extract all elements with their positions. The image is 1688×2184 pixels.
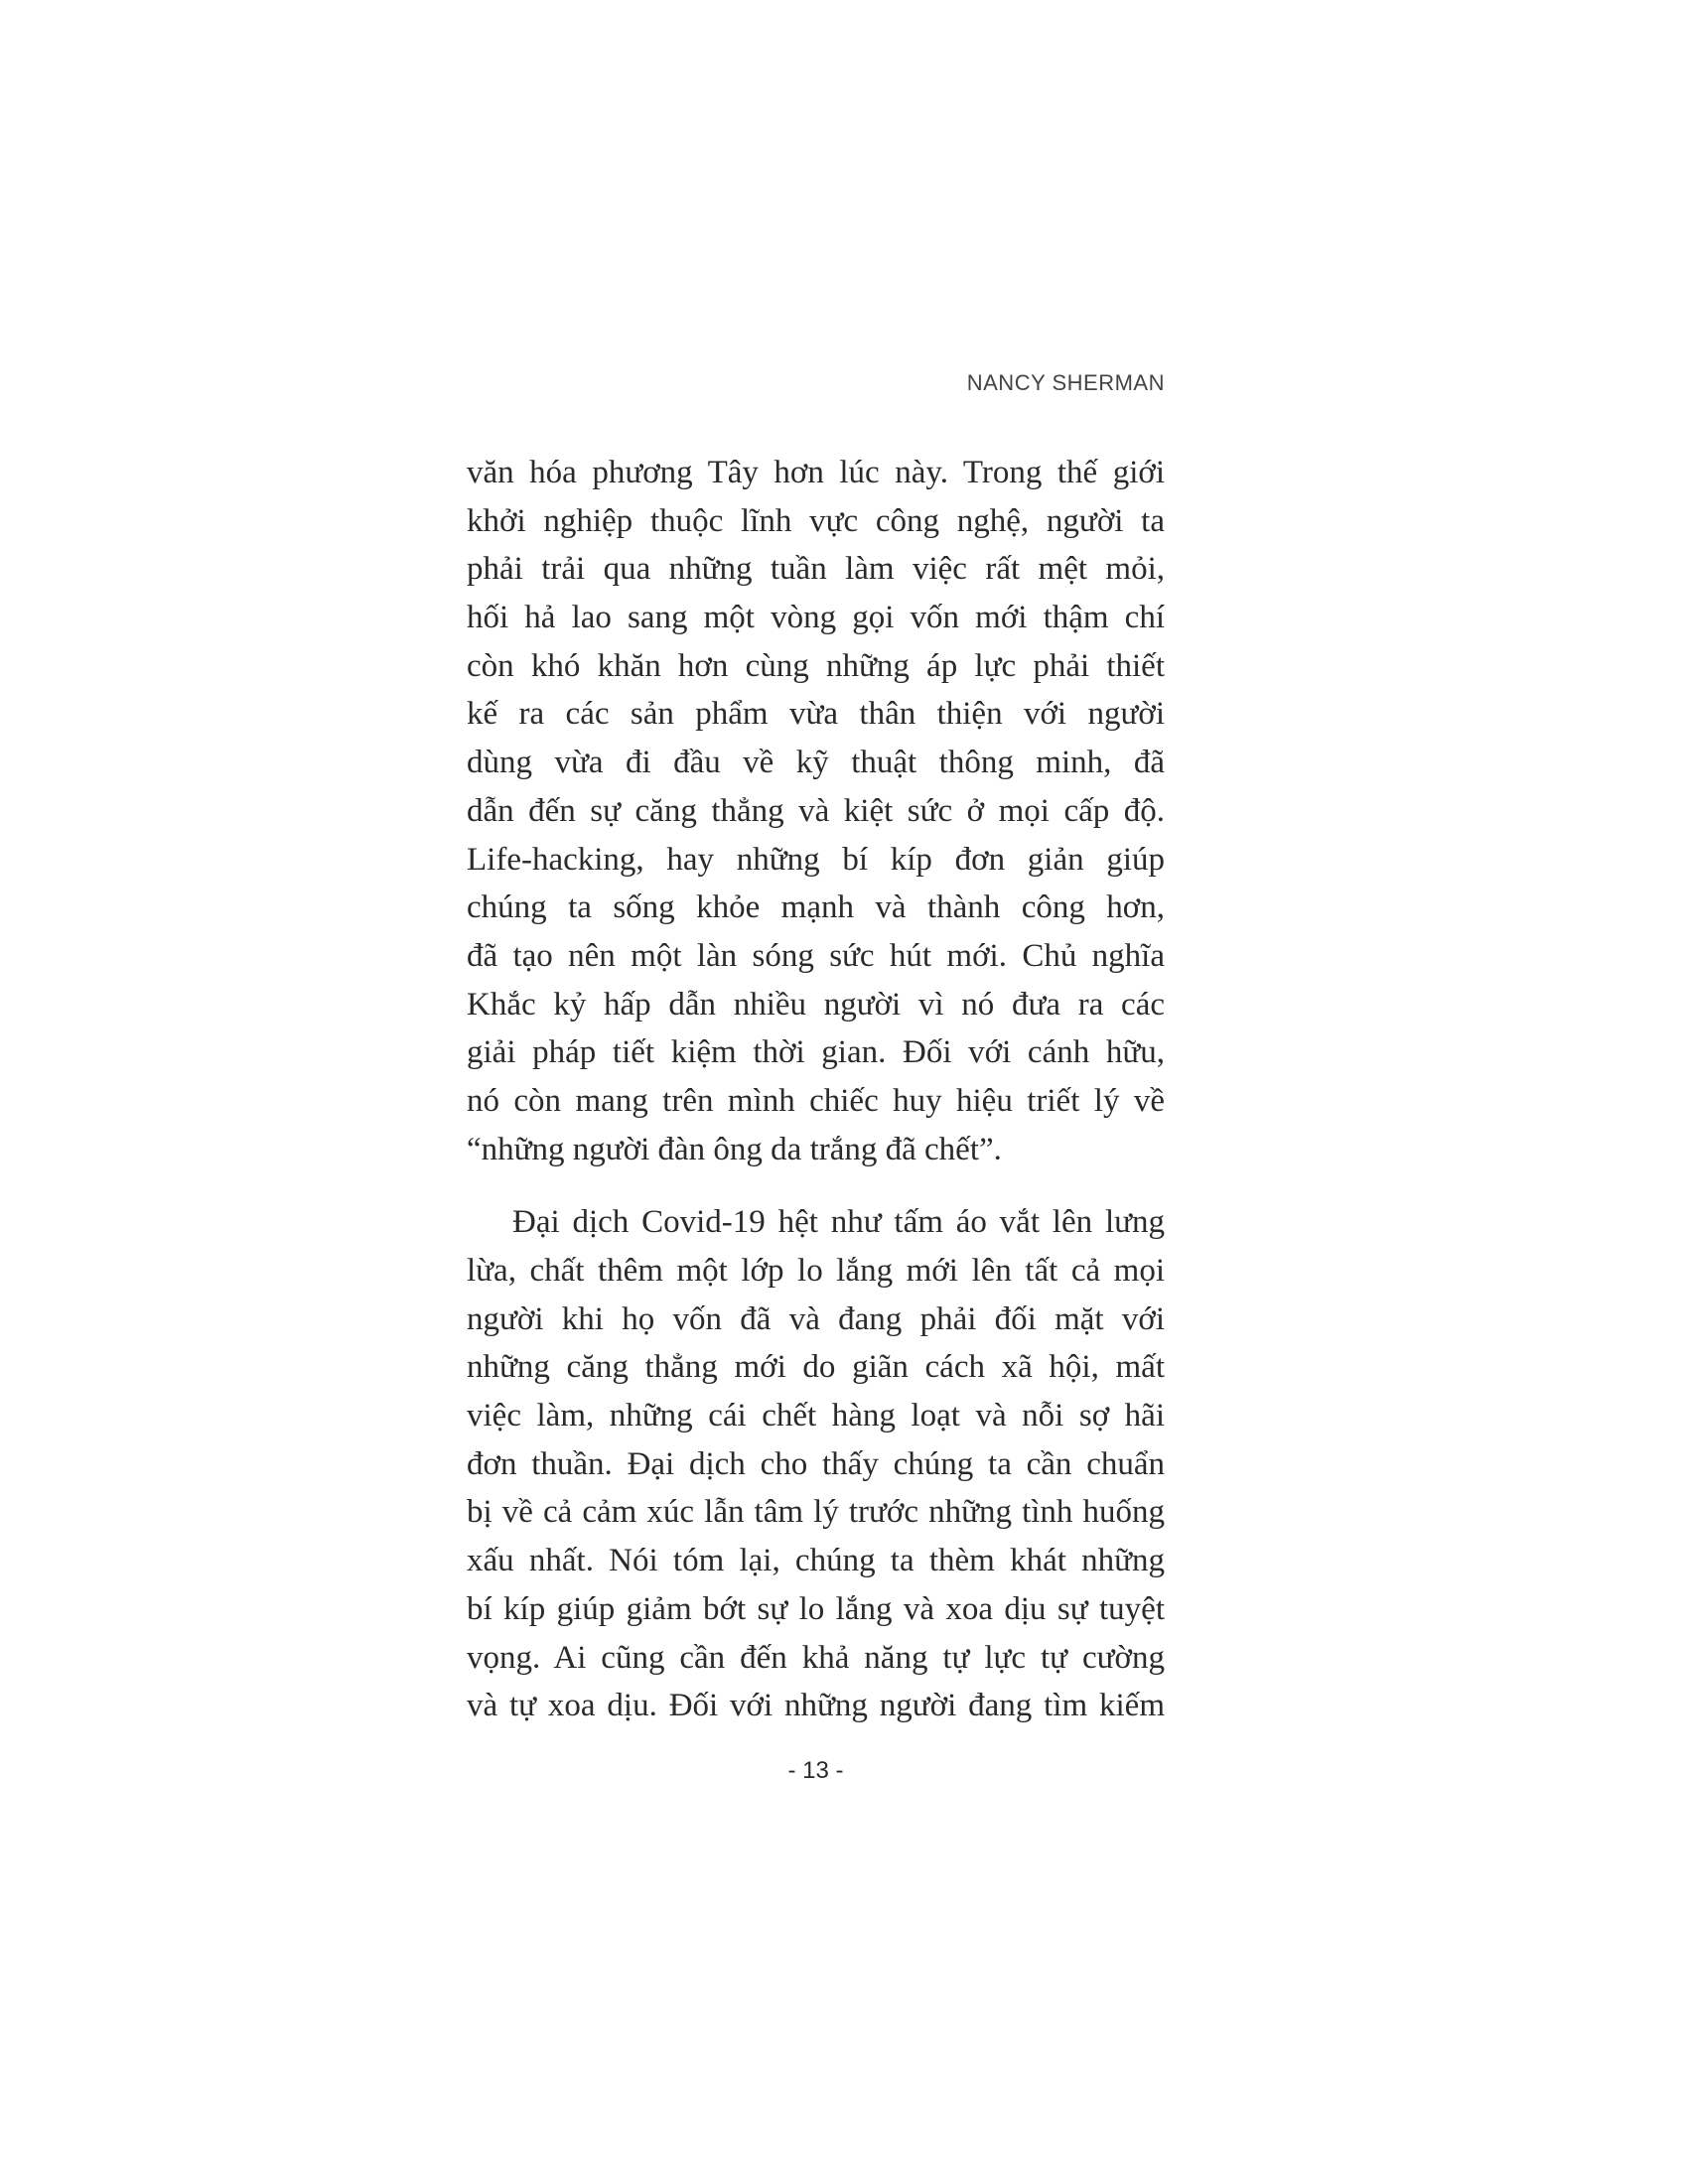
- body-text: [467, 449, 1165, 1730]
- paragraph-2: [467, 1198, 1165, 1730]
- text-line: những căng thẳng mới do giãn cách xã hội, mất: [467, 1349, 1165, 1386]
- text-line: và tự xoa dịu. Đối với những người đang tìm kiếm: [467, 1688, 1165, 1724]
- text-line: hối hả lao sang một vòng gọi vốn mới thậm chí: [467, 600, 1165, 636]
- text-line: vọng. Ai cũng cần đến khả năng tự lực tự cường: [467, 1639, 1165, 1676]
- text-line: dùng vừa đi đầu về kỹ thuật thông minh, đã: [467, 745, 1165, 781]
- text-line: khởi nghiệp thuộc lĩnh vực công nghệ, người ta: [467, 502, 1165, 539]
- text-line: Life-hacking, hay những bí kíp đơn giản giúp: [467, 841, 1165, 878]
- text-line: việc làm, những cái chết hàng loạt và nỗi sợ hãi: [467, 1398, 1165, 1434]
- text-line: “những người đàn ông da trắng đã chết”.: [467, 1131, 1002, 1167]
- running-header-author: NANCY SHERMAN: [966, 370, 1165, 395]
- text-line: kế ra các sản phẩm vừa thân thiện với người: [467, 696, 1165, 733]
- text-line: bị về cả cảm xúc lẫn tâm lý trước những tình huống: [467, 1494, 1165, 1531]
- text-line: dẫn đến sự căng thẳng và kiệt sức ở mọi cấp độ.: [467, 792, 1165, 829]
- text-line: đã tạo nên một làn sóng sức hút mới. Chủ nghĩa: [467, 937, 1165, 974]
- text-line: chúng ta sống khỏe mạnh và thành công hơn,: [467, 889, 1165, 926]
- text-line: phải trải qua những tuần làm việc rất mệt mỏi,: [467, 551, 1165, 588]
- text-line: Khắc kỷ hấp dẫn nhiều người vì nó đưa ra các: [467, 986, 1165, 1023]
- text-line: văn hóa phương Tây hơn lúc này. Trong thế giới: [467, 455, 1165, 490]
- paragraph-gap: [467, 1173, 1165, 1198]
- paragraph-1: [467, 449, 1165, 1173]
- text-line: lừa, chất thêm một lớp lo lắng mới lên tất cả mọi: [467, 1253, 1165, 1289]
- text-line: người khi họ vốn đã và đang phải đối mặt với: [467, 1300, 1165, 1337]
- page-number: - 13 -: [787, 1757, 844, 1784]
- text-line: đơn thuần. Đại dịch cho thấy chúng ta cần chuẩn: [467, 1445, 1165, 1482]
- text-line: bí kíp giúp giảm bớt sự lo lắng và xoa dịu sự tuyệt: [467, 1590, 1165, 1627]
- text-line: giải pháp tiết kiệm thời gian. Đối với cánh hữu,: [467, 1034, 1165, 1071]
- text-line: còn khó khăn hơn cùng những áp lực phải thiết: [467, 647, 1165, 684]
- text-line: nó còn mang trên mình chiếc huy hiệu triết lý về: [467, 1082, 1165, 1119]
- text-line: xấu nhất. Nói tóm lại, chúng ta thèm khát những: [467, 1543, 1165, 1579]
- text-line: Đại dịch Covid-19 hệt như tấm áo vắt lên lưng: [512, 1204, 1165, 1241]
